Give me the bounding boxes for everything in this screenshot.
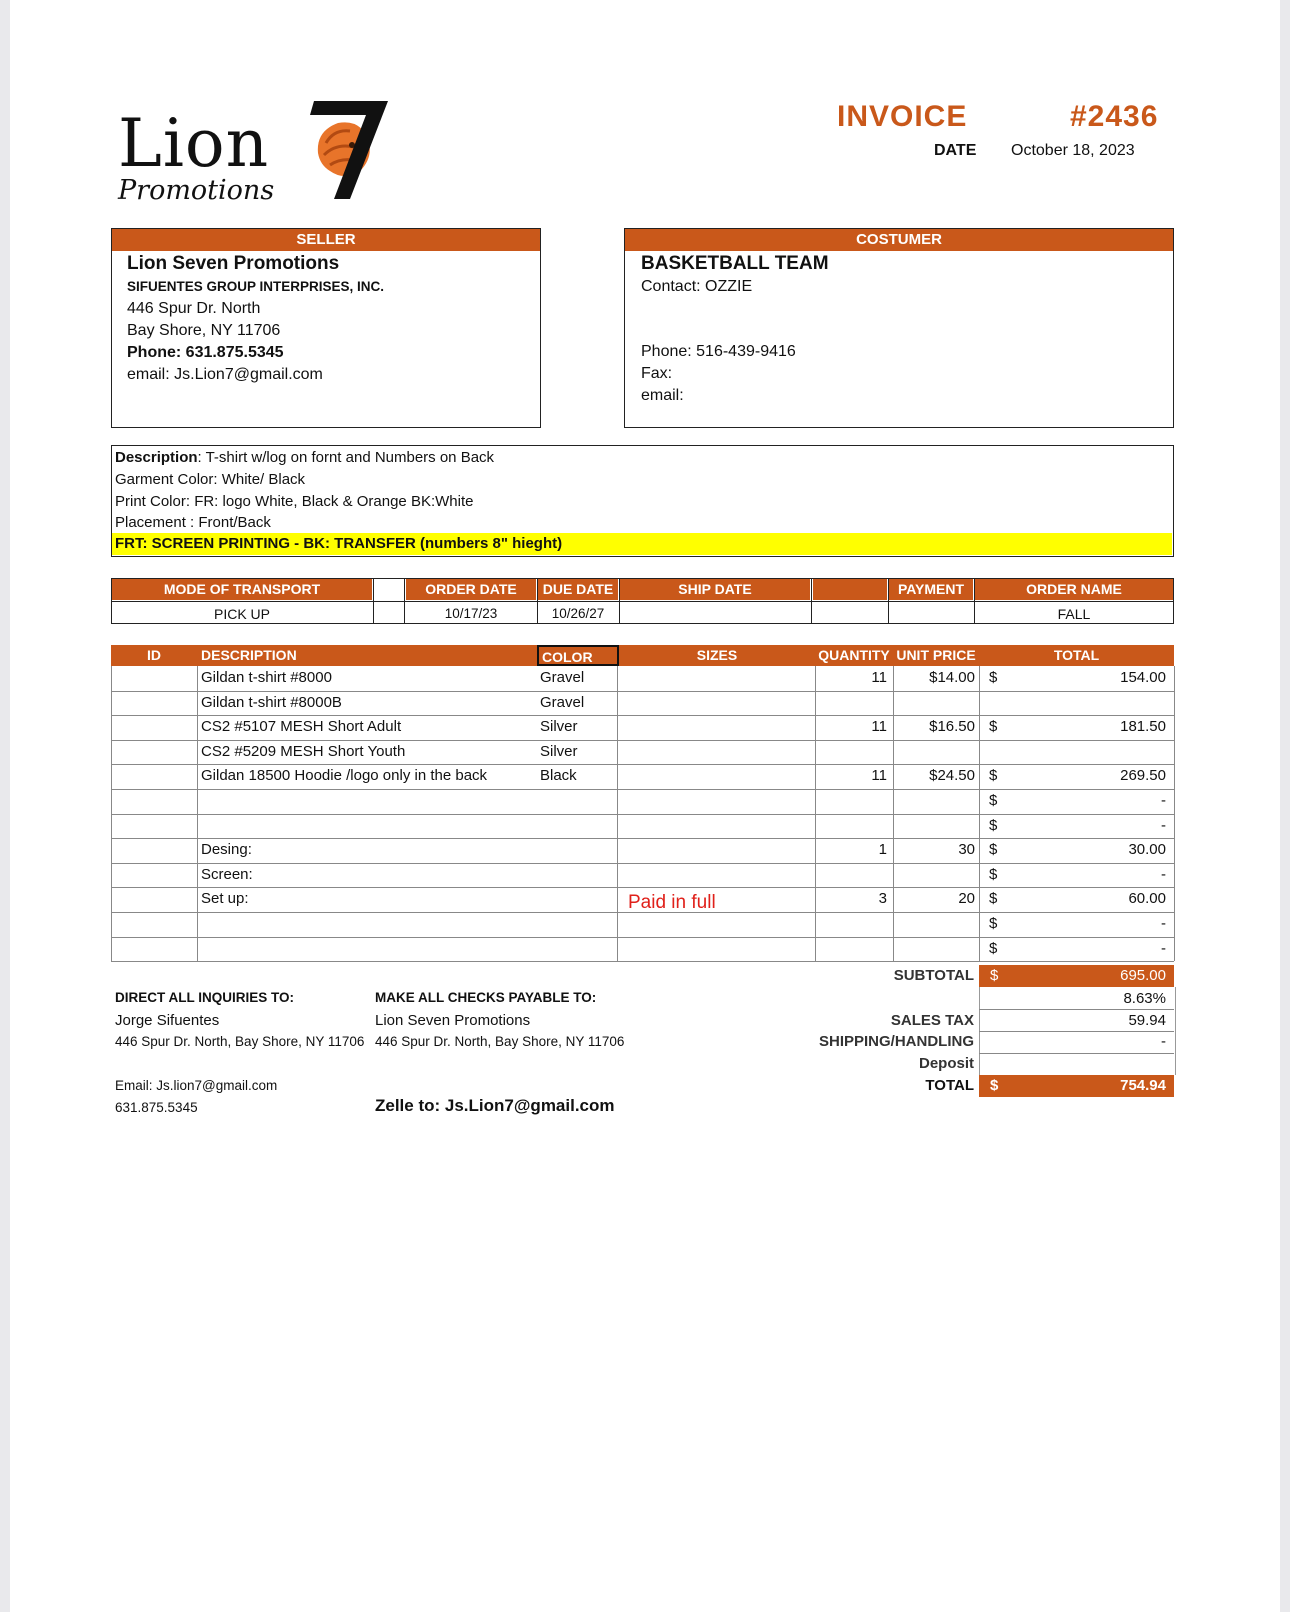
seller-box [111,228,541,428]
item-color: Gravel [540,693,585,711]
item-unit-price: $16.50 [929,718,975,736]
total-currency: $ [990,1077,999,1094]
item-unit-price [893,937,975,961]
items-table [111,645,1174,965]
total-label: TOTAL [925,1077,974,1094]
order-col-sep [888,578,889,624]
item-color: Silver [540,718,578,736]
company-logo [110,95,390,215]
item-description: Screen: [201,865,253,883]
items-col-line [1174,666,1175,961]
item-description: Gildan t-shirt #8000B [201,693,342,711]
description-label: Description [115,449,198,466]
customer-header: COSTUMER [625,229,1173,251]
placement: Placement : Front/Back [115,514,271,531]
item-unit-price: $24.50 [929,767,975,785]
subtotal-value: 695.00 [1120,967,1166,984]
invoice-date: October 18, 2023 [1011,142,1135,159]
order-name-value: FALL [1057,606,1091,622]
order-col-sep [373,578,374,624]
customer-name: BASKETBALL TEAM [641,253,829,274]
item-unit-price [893,691,975,715]
shipping-label: SHIPPING/HANDLING [818,1033,974,1050]
date-label: DATE [934,142,977,159]
description-box [111,445,1174,557]
deposit-label: Deposit [918,1055,974,1072]
item-total [979,691,1166,715]
zelle-info: Zelle to: Js.Lion7@gmail.com [375,1096,615,1115]
item-color: Black [540,767,577,785]
item-description: Set up: [201,890,249,908]
hdr-id: ID [111,645,197,666]
seller-name: Lion Seven Promotions [127,253,340,274]
order-col-sep [619,578,620,624]
item-quantity: 11 [871,767,887,785]
item-quantity [815,691,887,715]
item-currency: $ [989,669,998,686]
item-currency: $ [989,939,998,957]
item-description: CS2 #5107 MESH Short Adult [201,718,402,736]
item-total: - [1161,939,1166,957]
hdr-unit-price: UNIT PRICE [893,645,979,666]
due-date-value: 10/26/27 [551,606,605,621]
hdr-description: DESCRIPTION [197,645,537,666]
seller-address2: Bay Shore, NY 11706 [127,322,281,339]
description-line [115,449,494,466]
sales-tax-label: SALES TAX [890,1012,974,1029]
item-total: - [1161,816,1166,834]
seller-address1: 446 Spur Dr. North [127,300,261,317]
totals-line [979,1031,1174,1032]
invoice-title: INVOICE [837,100,968,133]
item-unit-price [893,863,975,887]
hdr-sizes: SIZES [619,645,815,666]
description-text: : T-shirt w/log on fornt and Numbers on Back [197,449,495,466]
order-col-sep [404,578,405,624]
logo-word: Lion [118,105,270,182]
item-color: Silver [540,742,578,760]
item-quantity [815,789,887,813]
item-currency: $ [989,718,998,736]
item-unit-price: 20 [958,890,975,908]
hdr-due-date: DUE DATE [538,579,618,600]
item-total: - [1161,792,1166,809]
item-color: Gravel [540,669,585,686]
hdr-color: COLOR [537,645,619,666]
inquiries-label: DIRECT ALL INQUIRIES TO: [115,990,295,1005]
item-quantity [815,814,887,838]
hdr-order-date: ORDER DATE [406,579,536,600]
totals-line [979,1009,1174,1010]
item-total: 154.00 [1120,669,1166,686]
seller-header: SELLER [112,229,540,251]
item-unit-price: $14.00 [929,669,975,686]
subtotal-bar [979,965,1174,987]
customer-box [624,228,1174,428]
item-total: - [1161,865,1166,883]
item-quantity: 1 [878,841,887,859]
item-description: Gildan t-shirt #8000 [201,669,332,686]
seller-phone: Phone: 631.875.5345 [127,344,284,361]
item-total: 181.50 [1120,718,1166,736]
item-quantity: 11 [871,718,887,736]
hdr-mode-of-transport: MODE OF TRANSPORT [112,579,372,600]
item-quantity: 3 [878,890,887,908]
invoice-number: #2436 [1070,100,1159,133]
inquiries-address: 446 Spur Dr. North, Bay Shore, NY 11706 [115,1034,365,1049]
hdr-payment: PAYMENT [889,579,973,600]
item-quantity [815,912,887,936]
item-currency: $ [989,841,998,859]
total-value: 754.94 [1120,1077,1166,1094]
item-currency: $ [989,792,998,809]
item-unit-price [893,740,975,764]
item-currency: $ [989,915,998,932]
item-quantity: 11 [871,669,887,686]
tax-rate-value: 8.63% [1123,990,1166,1007]
item-total: 60.00 [1128,890,1166,908]
customer-fax: Fax: [641,365,673,382]
invoice-page [10,0,1280,1612]
item-total: - [1161,915,1166,932]
customer-phone: Phone: 516-439-9416 [641,343,796,360]
totals-line [979,1053,1174,1054]
hdr-quantity: QUANTITY [815,645,893,666]
total-bar [979,1075,1174,1097]
item-currency: $ [989,816,998,834]
item-description: Gildan 18500 Hoodie /logo only in the back [201,767,488,785]
item-quantity [815,863,887,887]
item-unit-price [893,814,975,838]
item-description: CS2 #5209 MESH Short Youth [201,742,406,760]
item-currency: $ [989,890,998,908]
logo-seven-numeral [300,95,390,203]
mode-of-transport-value: PICK UP [213,606,270,622]
print-method-text: FRT: SCREEN PRINTING - BK: TRANSFER (numbers 8" hieght) [115,535,563,552]
shipping-value: - [1161,1033,1166,1050]
print-method-highlight [112,533,1172,555]
item-currency: $ [989,767,998,785]
totals-block [790,965,1180,1095]
footer-email: Email: Js.lion7@gmail.com [115,1078,278,1093]
order-date-value: 10/17/23 [444,606,498,621]
item-unit-price: 30 [958,841,975,859]
checks-label: MAKE ALL CHECKS PAYABLE TO: [375,990,597,1005]
item-total [979,740,1166,764]
hdr-blank [813,579,887,600]
print-color: Print Color: FR: logo White, Black & Orange BK:White [115,493,474,510]
customer-email: email: [641,387,684,404]
hdr-total: TOTAL [979,645,1174,666]
customer-contact: Contact: OZZIE [641,278,753,295]
item-description: Desing: [201,841,252,859]
subtotal-currency: $ [990,967,999,984]
item-currency: $ [989,865,998,883]
garment-color: Garment Color: White/ Black [115,471,306,488]
seller-company: SIFUENTES GROUP INTERPRISES, INC. [127,279,385,294]
sales-tax-value: 59.94 [1128,1012,1166,1029]
checks-address: 446 Spur Dr. North, Bay Shore, NY 11706 [375,1034,625,1049]
seller-email: email: Js.Lion7@gmail.com [127,366,323,383]
order-info-table [111,578,1174,624]
item-unit-price [893,789,975,813]
checks-name: Lion Seven Promotions [375,1012,531,1029]
item-quantity [815,937,887,961]
items-row-line [111,961,1174,962]
order-info-divider [111,601,1174,602]
hdr-order-name: ORDER NAME [975,579,1173,600]
item-unit-price [893,912,975,936]
item-total: 30.00 [1128,841,1166,859]
item-total: 269.50 [1120,767,1166,785]
paid-in-full-note: Paid in full [628,892,716,913]
hdr-ship-date: SHIP DATE [620,579,810,600]
footer-phone: 631.875.5345 [115,1100,198,1115]
item-quantity [815,740,887,764]
inquiries-name: Jorge Sifuentes [115,1012,220,1029]
logo-script: Promotions [118,175,275,206]
order-col-sep [811,578,812,624]
subtotal-label: SUBTOTAL [893,967,974,984]
